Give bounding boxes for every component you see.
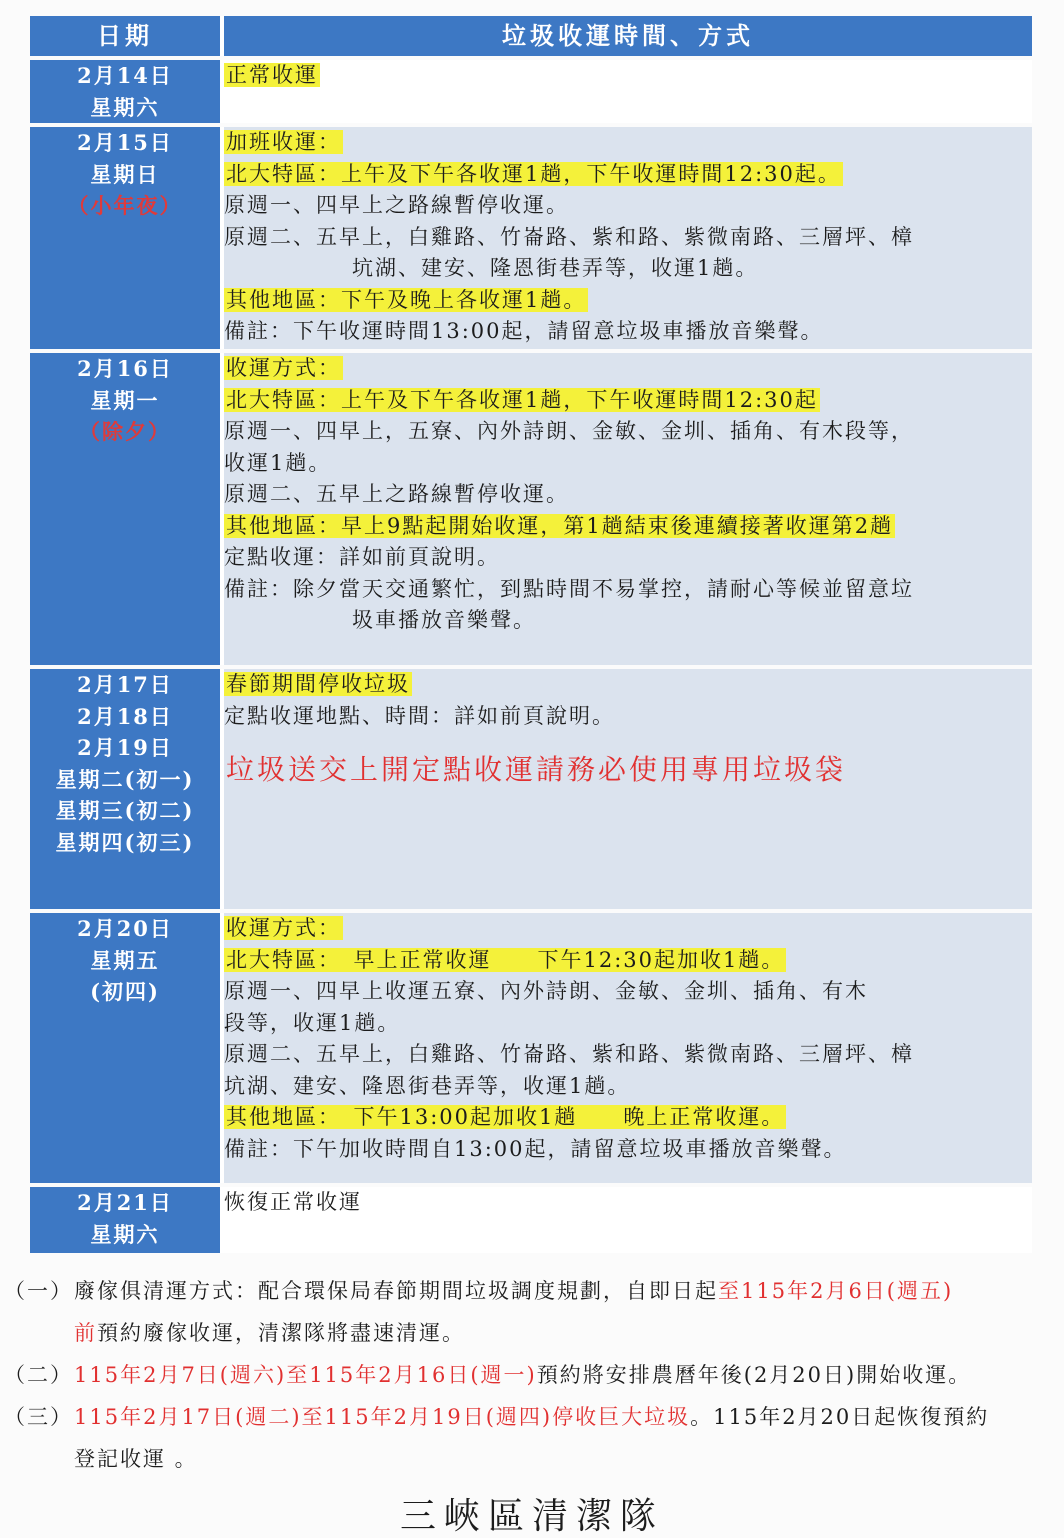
date-line: 星期三(初二) [55,798,195,823]
content-line [224,159,1032,191]
note-1-number: （一） [4,1279,73,1303]
note-2 [0,1354,1064,1396]
content-line [224,976,1032,1008]
date-line: 2月20日 [77,916,173,941]
highlighted-text: 加班收運： [226,130,341,154]
content-line [224,385,1032,417]
highlighted-text: 春節期間停收垃圾 [226,672,410,696]
content-line [224,945,1032,977]
highlighted-text: 收運方式： [226,916,341,940]
content-line [224,353,1032,385]
highlighted-text: 正常收運 [226,63,318,87]
note-3 [0,1396,1064,1438]
note-1-text-a: 廢傢俱清運方式：配合環保局春節期間垃圾調度規劃，自即日起 [74,1279,718,1303]
schedule-row [30,913,1032,1183]
highlighted-text: 其他地區：下午及晚上各收運1趟。 [226,287,587,312]
body-text: 定點收運：詳如前頁說明。 [224,545,500,569]
holiday-label: （除夕） [79,419,171,444]
content-line [224,479,1032,511]
body-text: 坑湖、建安、隆恩街巷弄等，收運1趟。 [224,1073,631,1098]
note-2-date-range: 115年2月7日(週六)至115年2月16日(週一) [74,1363,537,1387]
date-cell [30,1187,224,1253]
content-cell [224,1187,1032,1253]
body-text: 段等，收運1趟。 [224,1010,401,1035]
content-line [224,448,1032,480]
date-line: 星期一 [90,387,160,413]
date-column-header: 日期 [30,16,224,56]
content-line [224,701,1032,733]
content-cell [224,127,1032,349]
content-line [224,416,1032,448]
highlighted-text: 北大特區： 早上正常收運 下午12:30起加收1趟。 [226,947,785,972]
content-line [224,285,1032,317]
content-line [224,222,1032,254]
date-line: 星期四(初三) [55,829,195,855]
highlighted-text: 收運方式： [226,356,341,380]
schedule-row [30,127,1032,349]
holiday-label: （小年夜） [67,193,183,218]
date-line: 星期五 [90,947,160,973]
body-text: 坑湖、建安、隆恩街巷弄等，收運1趟。 [352,256,759,280]
content-line [224,1008,1032,1040]
highlighted-text: 北大特區：上午及下午各收運1趟，下午收運時間12:30起 [226,387,818,412]
schedule-row [30,1187,1032,1253]
content-line [224,511,1032,543]
content-column-header: 垃圾收運時間、方式 [224,16,1032,56]
date-cell [30,60,224,123]
schedule-body [30,60,1032,1253]
date-line: 2月17日 [77,672,173,697]
content-line [224,1134,1032,1166]
body-text: 定點收運地點、時間：詳如前頁說明。 [224,703,615,728]
content-line [224,574,1032,606]
content-line [224,1187,1032,1219]
content-line [224,60,1032,92]
content-line [224,605,1032,637]
date-line: (初四) [90,979,160,1004]
note-3-number: （三） [4,1405,73,1429]
schedule-row [30,353,1032,665]
note-1-date-range: 至115年2月6日(週五) [718,1279,954,1303]
note-3-text-c: 登記收運 。 [74,1447,198,1471]
note-1-continued [0,1312,1064,1354]
note-3-continued [0,1438,1064,1480]
signature: 三峽區清潔隊 [399,1496,664,1537]
highlighted-text: 北大特區：上午及下午各收運1趟，下午收運時間12:30起。 [226,161,841,186]
content-line [224,316,1032,348]
body-text: 恢復正常收運 [224,1190,362,1214]
date-cell [30,669,224,909]
note-3-text: 。115年2月20日起恢復預約 [690,1405,990,1429]
content-line [224,190,1032,222]
content-cell [224,669,1032,909]
content-line [224,913,1032,945]
content-line [224,1071,1032,1103]
body-text: 圾車播放音樂聲。 [352,608,536,632]
content-line [224,1102,1032,1134]
date-line: 2月15日 [77,130,173,155]
body-text: 原週二、五早上之路線暫停收運。 [224,482,569,506]
note-2-text: 預約將安排農曆年後(2月20日)開始收運。 [536,1363,972,1387]
content-line [224,1039,1032,1071]
date-line: 2月19日 [77,735,173,760]
body-text: 原週一、四早上，五寮、內外詩朗、金敏、金圳、插角、有木段等， [224,419,914,443]
body-text: 原週一、四早上收運五寮、內外詩朗、金敏、金圳、插角、有木 [224,979,868,1003]
body-text: 備註：下午收運時間13:00起，請留意垃圾車播放音樂聲。 [224,319,824,343]
date-cell [30,353,224,665]
content-line [224,253,1032,285]
content-line [224,542,1032,574]
schedule-row [30,669,1032,909]
note-1-text-d: 預約廢傢收運，清潔隊將盡速清運。 [97,1321,465,1345]
content-line [224,127,1032,159]
date-cell [30,127,224,349]
schedule-row [30,60,1032,123]
date-line: 2月21日 [77,1190,173,1215]
body-text: 原週二、五早上，白雞路、竹崙路、紫和路、紫微南路、三層坪、樟 [224,1042,914,1066]
date-line: 星期二(初一) [55,766,195,792]
body-text: 原週一、四早上之路線暫停收運。 [224,193,569,217]
schedule-table [30,12,1032,1257]
garbage-bag-notice: 垃圾送交上開定點收運請務必使用專用垃圾袋 [226,753,847,786]
body-text: 備註：下午加收時間自13:00起，請留意垃圾車播放音樂聲。 [224,1136,847,1161]
date-line: 星期六 [90,94,160,120]
date-line: 2月16日 [77,356,173,381]
note-1 [0,1270,1064,1312]
date-line: 2月14日 [77,63,173,88]
note-3-date-range: 115年2月17日(週二)至115年2月19日(週四)停收巨大垃圾 [74,1405,691,1429]
body-text: 備註：除夕當天交通繁忙，到點時間不易掌控，請耐心等候並留意垃 [224,576,914,601]
content-cell [224,60,1032,123]
note-2-number: （二） [4,1363,73,1387]
highlighted-text: 其他地區： 下午13:00起加收1趟 晚上正常收運。 [226,1105,785,1129]
body-text: 原週二、五早上，白雞路、竹崙路、紫和路、紫微南路、三層坪、樟 [224,224,914,249]
date-cell [30,913,224,1183]
note-1-before: 前 [74,1321,97,1345]
date-line: 星期六 [90,1221,160,1247]
table-header-row [30,16,1032,56]
date-line: 星期日 [90,161,160,187]
content-line [224,669,1032,701]
content-cell [224,913,1032,1183]
date-line: 2月18日 [77,703,173,729]
body-text: 收運1趟。 [224,450,332,475]
content-cell [224,353,1032,665]
notes-section [0,1270,1064,1480]
highlighted-text: 其他地區：早上9點起開始收運，第1趟結束後連續接著收運第2趟 [226,513,894,538]
